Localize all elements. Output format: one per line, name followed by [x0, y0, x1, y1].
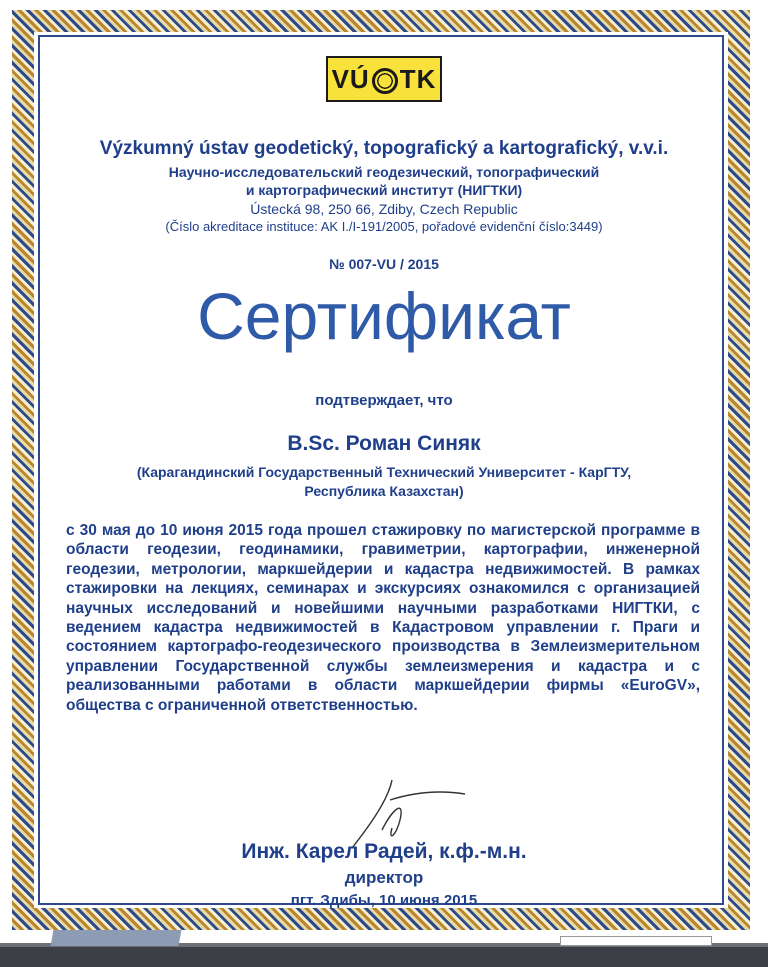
underlying-card-right — [560, 936, 712, 946]
institute-logo — [326, 56, 442, 102]
certificate-title: Сертификат — [197, 279, 571, 353]
university-line2: Республика Казахстан) — [304, 483, 464, 499]
institute-name-ru-line1: Научно-исследовательский геодезический, топографический — [168, 164, 600, 180]
institute-address: Ústecká 98, 250 66, Zdiby, Czech Republic — [250, 201, 518, 217]
recipient-name: B.Sc. Роман Синяк — [287, 432, 481, 455]
institute-name-ru-line2: и картографический институт (НИГТКИ) — [245, 182, 523, 198]
accreditation-number: (Číslo akreditace instituce: AK I./I-191/2005, pořadové evidenční číslo:3449) — [165, 219, 603, 234]
certificate-number: № 007-VU / 2015 — [329, 256, 439, 272]
university-line1: (Карагандинский Государственный Технический Университет - КарГТУ, — [136, 464, 632, 480]
certificate-body: с 30 мая до 10 июня 2015 года прошел стажировку по магистерской программе в области геодезии, геодинамики, гравиметрии, картографии, инженерной геодезии, метрологии, маркшейдерии и кадастра недвижимостей. В рамках стажировки на лекциях, семинарах и экскурсиях ознакомился с организацией научных исследований и новейшими научными разработками НИГТКИ, с ведением кадастра недвижимостей в Кадастровом управлении г. Праги и состоянием картографо-геодезического производства в Землеизмерительном управлении Государственной службы землеизмерения и кадастра и с реализованными работами в области маркшейдерии фирмы «EuroGV», общества с ограниченной ответственностью. — [66, 522, 700, 714]
logo-text-left: VÚ — [331, 63, 370, 94]
underlying-card-left — [51, 930, 182, 946]
confirms-text: подтверждает, что — [315, 392, 453, 409]
place-date: пгт. Здибы, 10 июня 2015 — [290, 892, 478, 909]
signatory-name: Инж. Карел Радей, к.ф.-м.н. — [241, 840, 527, 863]
globe-icon — [372, 68, 398, 94]
signatory-position: директор — [344, 868, 424, 887]
institute-name: Výzkumný ústav geodetický, topografický a kartografický, v.v.i. — [99, 138, 669, 159]
logo-text-right: TK — [399, 63, 437, 94]
